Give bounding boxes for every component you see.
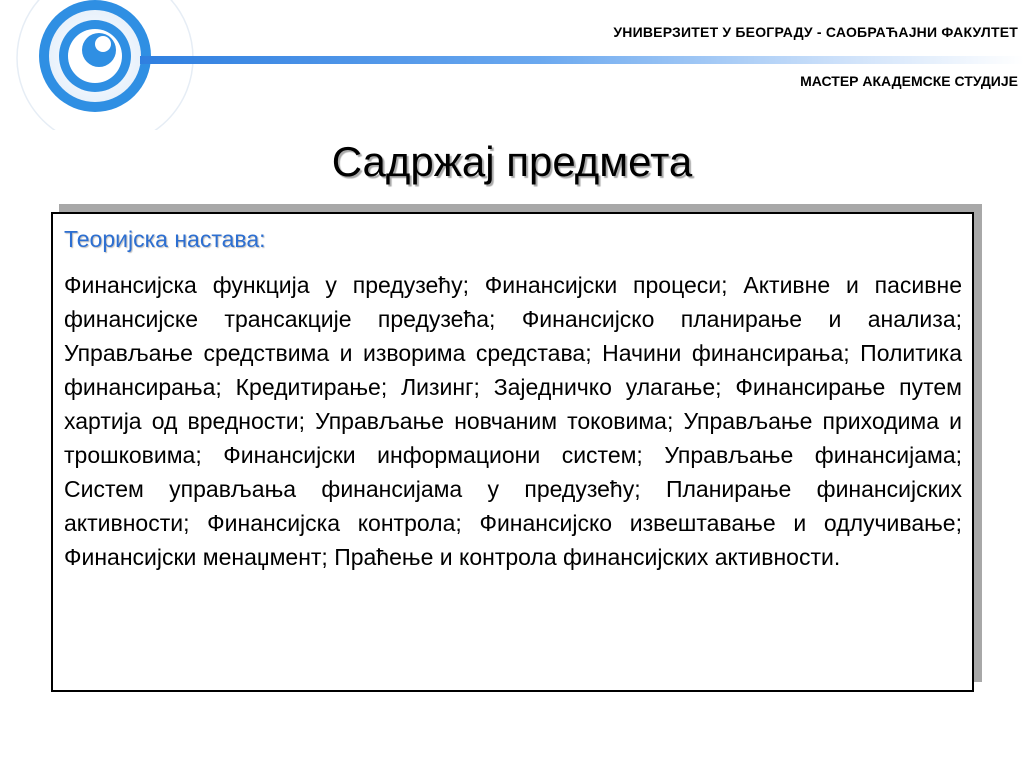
faculty-logo-icon [0,0,210,130]
university-name: УНИВЕРЗИТЕТ У БЕОГРАДУ - САОБРАЋАЈНИ ФАКУЛТЕТ [613,24,1018,40]
header-gradient-line [140,56,1024,64]
content-box [51,212,974,692]
section-heading: Теоријска настава: [64,226,266,252]
section-body-text: Финансијска функција у предузећу; Финансијски процеси; Активне и пасивне финансијске трансакције предузећа; Финансијско планирање и анализа; Управљање средствима и изворима средстава; Начини финансирања; Политика финансирања; Кредитирање; Лизинг; Заједничко улагање; Финансирање путем хартија од вредности; Управљање новчаним токовима; Управљање приходима и трошковима; Финансијски информациони систем; Управљање финансијама; Систем управљања финансијама у предузећу; Планирање финансијских активности; Финансијска контрола; Финансијско извештавање и одлучивање; Финансијски менаџмент; Праћење и контрола финансијских активности. [64,272,962,570]
study-program: МАСТЕР АКАДЕМСКЕ СТУДИЈЕ [800,73,1018,89]
slide-title: Садржај предмета [331,138,693,185]
